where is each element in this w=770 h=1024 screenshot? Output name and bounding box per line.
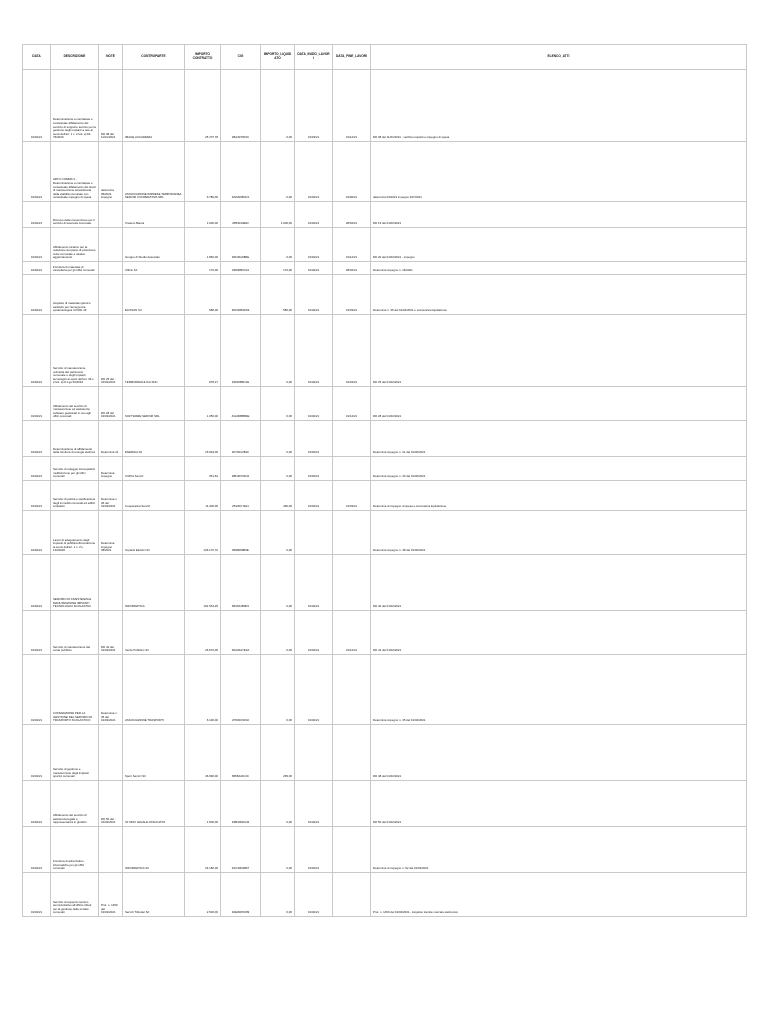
header-data: DATA [23,45,51,70]
cell-elenco-atti: Determina di impegno n. 52 del 01/02/2021 [371,827,747,873]
cell-cig: Z1A30BBB4E [221,387,261,421]
cell-note [99,202,123,228]
cell-importo-liquidato: 0,00 [261,655,295,725]
cell-note [99,725,123,781]
cell-controparte: ASSOCIAZIONE IMPRESE TEMPORANEA SERVIZI COOPERATIVA SRL [123,142,185,202]
cell-controparte: Gruppo di Studio Associato [123,228,185,262]
cell-importo-contratto: 26.570,00 [185,611,221,655]
cell-cig: Z853019E52 [221,202,261,228]
cell-note [99,228,123,262]
cell-importo-contratto: 2.500,00 [185,873,221,917]
cell-data: 01/02/21 [23,421,51,457]
cell-elenco-atti: DD 40 del 01/02/2021 [371,555,747,611]
cell-note: Determina n. 36 del 01/02/2021 [99,481,123,511]
cell-data-fine-lavori [333,511,371,555]
cell-descrizione: Lavori di adeguamento degli impianti di pubblica illuminazione ai sensi dell'art. 1 c. 2 L. 120/2020 [51,511,99,555]
cell-note: Determina 31 [99,421,123,457]
cell-importo-contratto: 15.994,00 [185,421,221,457]
cell-controparte: Credem Banca [123,202,185,228]
cell-elenco-atti: Prot. n. 1450 del 01/02/2021 - Acquisto tramite mercato elettronico [371,873,747,917]
cell-importo-contratto: 170,00 [185,262,221,275]
cell-importo-contratto: 1.350,00 [185,387,221,421]
table-row [23,70,747,142]
cell-elenco-atti: Determina impegno n. 26/2021 [371,262,747,275]
cell-data-fine-lavori [333,781,371,827]
cell-elenco-atti: DD 15 del 01/02/2021 [371,202,747,228]
cell-controparte: ECOSAN Srl [123,275,185,315]
cell-data-fine-lavori: 31/12/21 [333,70,371,142]
cell-data-fine-lavori: 28/02/21 [333,202,371,228]
cell-cig: Z9630B0C24 [221,262,261,275]
cell-note: Prot. n. 1450 del 01/02/2021 [99,873,123,917]
table-row [23,873,747,917]
cell-controparte: Impianti Elettrici Srl [123,511,185,555]
table-row [23,725,747,781]
cell-importo-liquidato: 0,00 [261,873,295,917]
cell-data-fine-lavori [333,555,371,611]
table-row [23,387,747,421]
cell-importo-contratto: 1.860,00 [185,228,221,262]
cell-elenco-atti: Determina di impegno di spesa e successiva liquidazione [371,481,747,511]
cell-cig: Z8F30C5D41 [221,457,261,481]
cell-elenco-atti: DD 08 del 11/01/2021 - verifica requisiti e impegno di spesa [371,70,747,142]
cell-data-inizio-lavori: 01/02/21 [295,228,333,262]
cell-data: 01/02/21 [23,555,51,611]
cell-data-inizio-lavori: 01/02/21 [295,457,333,481]
cell-descrizione: Rinnovo della convenzione per il servizio di tesoreria comunale [51,202,99,228]
cell-cig: Z0F30B4DA9 [221,275,261,315]
cell-cig: 8630A1B9F6 [221,555,261,611]
cell-data: 01/02/21 [23,511,51,555]
cell-elenco-atti: DD 48 del 01/02/2021 [371,725,747,781]
cell-data-fine-lavori [333,873,371,917]
cell-data-inizio-lavori [295,511,333,555]
cell-importo-contratto: 1.000,00 [185,202,221,228]
table-row [23,555,747,611]
cell-note: DD 42 del 01/02/2021 [99,611,123,655]
cell-data-inizio-lavori: 01/02/21 [295,315,333,387]
cell-importo-liquidato: 0,00 [261,611,295,655]
table-row [23,202,747,228]
cell-descrizione: Determinazione a contrattare e contestuale affidamento del servizio di supporto tecnico per la gestione degli impianti a rete ai sensi dell'art. 1 c. 2 lett. a) DL 76/2020 [51,70,99,142]
cell-data-inizio-lavori: 01/02/21 [295,481,333,511]
cell-note: DD 28 del 01/02/2021 [99,387,123,421]
cell-elenco-atti: Determina impegno n. 31 del 01/02/2021 [371,421,747,457]
cell-importo-contratto: 9.786,00 [185,142,221,202]
cell-data: 01/02/21 [23,142,51,202]
cell-elenco-atti: DD 50 del 01/02/2021 [371,781,747,827]
cell-note [99,275,123,315]
cell-note [99,262,123,275]
cell-data-inizio-lavori: 01/02/21 [295,142,333,202]
cell-data-fine-lavori [333,457,371,481]
header-descrizione: DESCRIZIONE [51,45,99,70]
table-row [23,457,747,481]
cell-note [99,827,123,873]
table-row [23,827,747,873]
cell-data-inizio-lavori: 01/02/21 [295,275,333,315]
cell-note [99,555,123,611]
cell-importo-contratto: 11.400,00 [185,481,221,511]
cell-importo-liquidato: 0,00 [261,457,295,481]
cell-importo-liquidato: 0,00 [261,827,295,873]
cell-elenco-atti: Determina impegno n. 45 del 01/02/2021 [371,655,747,725]
cell-data-fine-lavori: 31/12/21 [333,387,371,421]
cell-data-inizio-lavori: 01/02/21 [295,555,333,611]
cell-importo-contratto: 191.564,25 [185,555,221,611]
cell-importo-liquidato: 0,00 [261,142,295,202]
cell-importo-liquidato: 0,00 [261,511,295,555]
cell-data-fine-lavori: 31/03/21 [333,275,371,315]
header-row [23,45,747,70]
cell-data: 01/02/21 [23,315,51,387]
cell-data-inizio-lavori: 01/02/21 [295,202,333,228]
header-note: NOTE [99,45,123,70]
cell-controparte: Ufficio Srl [123,262,185,275]
cell-controparte: TERMOIDRAULICA SNC [123,315,185,387]
cell-importo-contratto: 6.100,00 [185,655,221,725]
cell-descrizione: Fornitura di attrezzature informatiche per gli uffici comunali [51,827,99,873]
cell-controparte: ASSOCIAZIONE TRASPORTI [123,655,185,725]
header-data-inizio-lavori: DATA_INIZIO_LAVORI [295,45,333,70]
cell-controparte: Verde Pubblico Srl [123,611,185,655]
cell-elenco-atti: DD 20 del 01/02/2021 - impegno [371,228,747,262]
cell-cig: Z0730C2B1F [221,421,261,457]
cell-note: determina 05/2021 impegno [99,142,123,202]
cell-note: DD 08 del 11/01/2021 [99,70,123,142]
cell-elenco-atti: Determina impegno n. 38 del 01/02/2021 [371,511,747,555]
cell-controparte: Cooperativa Servizi [123,481,185,511]
cell-data-inizio-lavori: 01/02/21 [295,781,333,827]
cell-data-fine-lavori [333,725,371,781]
cell-descrizione: Acquisto di materiale igienico sanitario per l'emergenza epidemiologica COVID-19 [51,275,99,315]
cell-data-inizio-lavori: 01/02/21 [295,262,333,275]
cell-importo-liquidato: 0,00 [261,781,295,827]
cell-importo-liquidato: 170,00 [261,262,295,275]
cell-descrizione: CONVENZIONE PER LA GESTIONE DEL SERVIZIO DI TRASPORTO SCOLASTICO [51,655,99,725]
cell-data: 01/02/21 [23,262,51,275]
cell-descrizione: Servizio di manutenzione ordinaria del patrimonio comunale e degli impianti tecnologici ai sensi dell'art. 36 c. 2 lett. a) D.Lgs 50/2016 [51,315,99,387]
header-data-fine-lavori: DATA_FINE_LAVORI [333,45,371,70]
header-elenco-atti: ELENCO_ATTI [371,45,747,70]
cell-controparte: SOFTWARE SERVIZI SRL [123,387,185,421]
cell-importo-liquidato: 0,00 [261,421,295,457]
cell-cig: Z7630C9F02 [221,655,261,725]
cell-data: 01/02/21 [23,228,51,262]
cell-cig: Z4C30D2B67 [221,827,261,873]
header-controparte: CONTROPARTE [123,45,185,70]
header-importo-contratto: IMPORTO CONTRATTO [185,45,221,70]
table-row [23,781,747,827]
cell-data: 01/02/21 [23,611,51,655]
cell-elenco-atti: determina 03/2021 impegno 947/2021 [371,142,747,202]
table-row [23,481,747,511]
cell-importo-contratto: 25.707,78 [185,70,221,142]
cell-descrizione: Fornitura di materiale di cancelleria per gli uffici comunali [51,262,99,275]
cell-data: 01/02/21 [23,481,51,511]
cell-controparte: STUDIO LEGALE ASSOCIATO [123,781,185,827]
cell-descrizione: Servizio di supporto tecnico amministrativo all'ufficio tributi per la gestione delle entrate comunali [51,873,99,917]
cell-data-inizio-lavori: 01/02/21 [295,421,333,457]
cell-descrizione: Affidamento incarico per la redazione del piano di protezione civile comunale e relativo aggiornamento [51,228,99,262]
cell-descrizione: Servizio di pulizia e sanificazione degli immobili comunali ed edifici scolastici [51,481,99,511]
cell-controparte: IMAGE ACCADEMIA [123,70,185,142]
cell-note: Determina impegno [99,457,123,481]
cell-descrizione: Servizio di noleggio fotocopiatrici multifunzione per gli uffici comunali [51,457,99,481]
cell-note: Determina n. 45 del 01/02/2021 [99,655,123,725]
cell-data: 01/02/21 [23,725,51,781]
cell-importo-contratto: 46.990,00 [185,725,221,781]
cell-elenco-atti: Determina n. 35 del 01/02/2021 e successiva liquidazione [371,275,747,315]
cell-data-fine-lavori: 31/03/21 [333,481,371,511]
cell-data-inizio-lavori: 01/02/21 [295,873,333,917]
cell-importo-liquidato: 265,00 [261,725,295,781]
cell-data: 01/02/21 [23,655,51,725]
cell-descrizione: Affidamento del servizio di manutenzione ed assistenza software gestionali in uso agli uffici comunali [51,387,99,421]
cell-importo-contratto: 1.500,00 [185,781,221,827]
table-row [23,228,747,262]
cell-data: 01/02/21 [23,275,51,315]
cell-controparte: ENERGIA Srl [123,421,185,457]
cell-data: 01/02/21 [23,827,51,873]
table-row [23,511,747,555]
cell-data-fine-lavori: 28/02/21 [333,262,371,275]
cell-importo-liquidato: 0,00 [261,315,295,387]
cell-elenco-atti: DD 42 del 01/02/2021 [371,611,747,655]
header-importo-liquidato: IMPORTO_LIQUIDATO [261,45,295,70]
cell-cig: Z2630B8C1E [221,315,261,387]
cell-importo-contratto: 580,00 [185,275,221,315]
cell-controparte: COPIA Servizi [123,457,185,481]
table-row [23,275,747,315]
table-body [23,70,747,917]
cell-cig: Z3B30D0A43 [221,781,261,827]
table-row [23,315,747,387]
table-row [23,655,747,725]
cell-importo-contratto: 878,27 [185,315,221,387]
cell-importo-contratto: 24.180,00 [185,827,221,873]
cell-data-fine-lavori: 31/12/21 [333,611,371,655]
cell-data-inizio-lavori: 01/02/21 [295,387,333,421]
cell-data-fine-lavori: 01/04/21 [333,315,371,387]
cell-cig: 8698099B0E [221,511,261,555]
cell-data-fine-lavori: 01/06/21 [333,142,371,202]
cell-cig: Z8A3079F3C [221,70,261,142]
cell-data-inizio-lavori: 01/02/21 [295,827,333,873]
cell-note: DD 25 del 01/02/2021 [99,315,123,387]
cell-descrizione: Servizio di manutenzione del verde pubblico [51,611,99,655]
cell-elenco-atti: Determina impegno n. 33 del 01/02/2021 [371,457,747,481]
cell-importo-liquidato: 580,00 [261,275,295,315]
cell-importo-contratto: 106.170,70 [185,511,221,555]
cell-cig: Z0A30A7E3A [221,611,261,655]
cell-importo-liquidato: 0,00 [261,555,295,611]
cell-note: Determina impegno 38/2021 [99,511,123,555]
cell-controparte: INFORMATICA [123,555,185,611]
cell-data-inizio-lavori: 01/03/21 [295,70,333,142]
cell-descrizione: Determinazione di affidamento della fornitura di energia elettrica [51,421,99,457]
cell-importo-liquidato: 0,00 [261,228,295,262]
cell-elenco-atti: DD 28 del 01/02/2021 [371,387,747,421]
cell-descrizione: Affidamento del servizio di assistenza legale e rappresentanza in giudizio [51,781,99,827]
cell-controparte: Sport Servizi Srl [123,725,185,781]
cell-controparte: INFORMATICA Srl [123,827,185,873]
cell-data: 01/02/21 [23,457,51,481]
header-cig: CIG [221,45,261,70]
cell-importo-liquidato: 0,00 [261,70,295,142]
table-row [23,421,747,457]
cell-importo-liquidato: 0,00 [261,387,295,421]
cell-descrizione: SERVIZIO DI ASSISTENZA E MANUTENZIONE IMPIANTI TECNOLOGICI SCOLASTICI [51,555,99,611]
cell-importo-contratto: 351,62 [185,457,221,481]
cell-data: 01/02/21 [23,873,51,917]
cell-elenco-atti: DD 25 del 01/02/2021 [371,315,747,387]
cell-data-fine-lavori [333,827,371,873]
cell-note: DD 50 del 01/02/2021 [99,781,123,827]
cell-cig: Z2E30D5C89 [221,873,261,917]
cell-data: 01/02/21 [23,202,51,228]
cell-importo-liquidato: 1.000,00 [261,202,295,228]
cell-data-inizio-lavori [295,725,333,781]
cell-data-fine-lavori [333,655,371,725]
atti-table [22,44,747,917]
table-row [23,142,747,202]
cell-cig: ZA03098CD1 [221,142,261,202]
table-row [23,611,747,655]
cell-data-inizio-lavori: 01/02/21 [295,655,333,725]
cell-data-fine-lavori: 31/12/21 [333,228,371,262]
cell-descrizione: Servizio di gestione e manutenzione degli impianti sportivi comunali [51,725,99,781]
cell-importo-liquidato: 460,00 [261,481,295,511]
cell-data: 01/02/21 [23,781,51,827]
cell-cig: 8658A21F4C [221,725,261,781]
cell-data: 01/02/21 [23,387,51,421]
cell-descrizione: ART.6 COMMA 3 - Determinazione a contrattare e contestuale affidamento dei lavori di manutenzione straordinaria della viabilità comunale con contestuale impegno di spesa [51,142,99,202]
cell-data: 01/02/21 [23,70,51,142]
cell-cig: Z0F30A9B6E [221,228,261,262]
cell-data-fine-lavori [333,421,371,457]
table-row [23,262,747,275]
cell-cig: Z5130C7E11 [221,481,261,511]
cell-controparte: Servizi Tributari Srl [123,873,185,917]
cell-data-inizio-lavori: 01/02/21 [295,611,333,655]
